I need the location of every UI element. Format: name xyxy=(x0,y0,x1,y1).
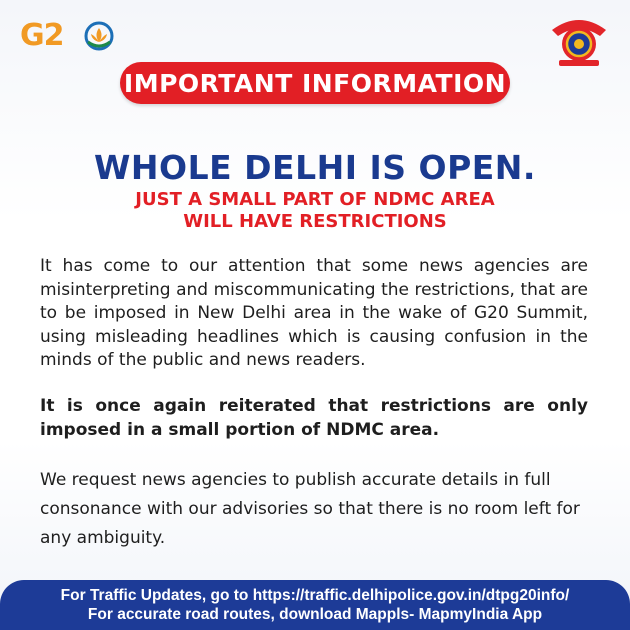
headline: WHOLE DELHI IS OPEN. xyxy=(94,148,536,187)
footer-mappls: For accurate road routes, download Mappls- MapmyIndia App xyxy=(87,606,543,623)
subheadline-line-1: JUST A SMALL PART OF NDMC AREA xyxy=(135,189,495,210)
important-information-banner xyxy=(120,62,510,104)
paragraph-request: We request news agencies to publish accurate details in full consonance with our advisories so that there is no room left for any ambiguity. xyxy=(40,470,580,548)
footer-bar xyxy=(0,580,630,630)
g20-logo-text: G2 xyxy=(20,18,64,53)
footer-traffic-updates: For Traffic Updates, go to https://traffic.delhipolice.gov.in/dtpg20info/ xyxy=(60,587,570,604)
lotus-globe-icon xyxy=(82,20,116,54)
paragraph-reiteration: It is once again reiterated that restrictions are only imposed in a small portion of NDMC area. xyxy=(40,396,588,440)
banner-label: IMPORTANT INFORMATION xyxy=(123,68,507,98)
police-emblem-icon xyxy=(546,12,612,70)
subheadline-line-2: WILL HAVE RESTRICTIONS xyxy=(183,211,447,232)
paragraph-attention: It has come to our attention that some news agencies are misinterpreting and miscommunicating the restrictions, that are to be imposed in New Delhi area in the wake of G20 Summit, using misleading headlines which is causing confusion in the minds of the public and news readers. xyxy=(40,256,588,370)
g20-logo xyxy=(20,16,110,56)
